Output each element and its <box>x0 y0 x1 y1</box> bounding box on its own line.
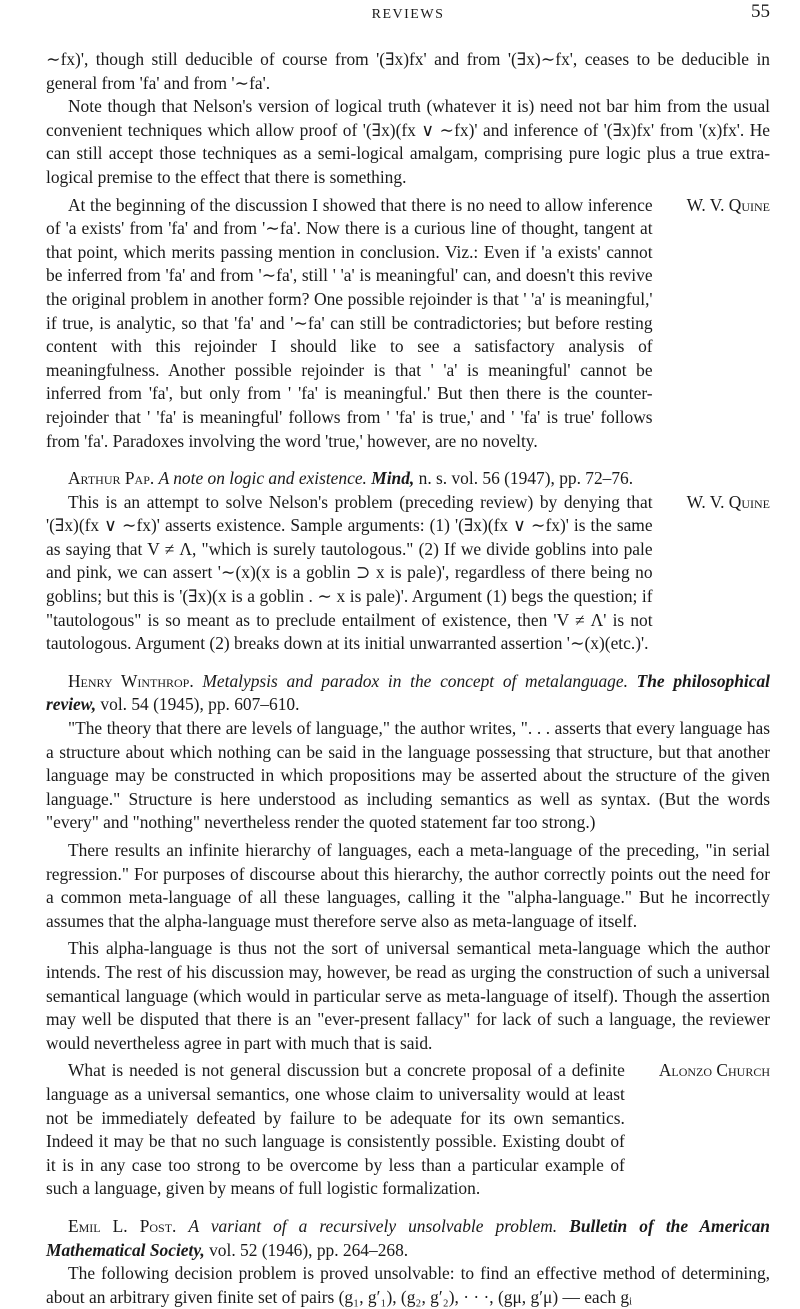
reviewed-author: Henry Winthrop. <box>68 670 194 691</box>
review-post <box>46 1215 770 1309</box>
paragraph: "The theory that there are levels of language," the author writes, ". . . asserts that every language has a structure about which nothing can be said in the language possessing that structure, but that another language may be constructed in which propositions may be asserted about the structure of the given language." Structure is here understood as including semantics as well as syntax. (But the words "every" and "nothing" nevertheless render the quoted statement far too strong.) <box>46 718 770 833</box>
journal-name: Mind, <box>371 468 415 489</box>
reviewer-signature: W. V. Quine <box>686 194 770 215</box>
review-body <box>46 491 770 656</box>
paragraph: There results an infinite hierarchy of languages, each a meta-language of the preceding, "in serial regression." For purposes of discourse about this hierarchy, the author correctly points out the need for a common meta-language of all these languages, calling it the "alpha-language." But he incorrectly assumes that the alpha-language must therefore serve also as meta-language of itself. <box>46 840 770 931</box>
paragraph: Note though that Nelson's version of logical truth (whatever it is) need not bar him from the usual convenient techniques which allow proof of '(∃x)(fx ∨ ∼fx)' and inference of '(∃x)fx' from '(x)fx'. He can still accept those techniques as a semi-logical amalgam, comprising pure logic plus a true extra-logical premise to the effect that there is something. <box>46 96 770 187</box>
reviewer-signature: Alonzo Church <box>658 1060 770 1081</box>
paragraph: This is an attempt to solve Nelson's problem (preceding review) by denying that '(∃x)(fx ∨ ∼fx)' asserts existence. Sample arguments: (1) '(∃x)(fx ∨ ∼fx)' is the same as saying that V ≠ Λ, "which is surely tautologous." (2) If we divide goblins into pale and pink, we can assert '∼(x)(x is a goblin ⊃ x is pale)', regardless of there being no goblins; but this is '(∃x)(x is a goblin . ∼ x is pale)'. Argument (1) begs the question; if "tautologous" is so meant as to preclude entailment of existence, then 'V ≠ Λ' is not tautologous. Argument (2) breaks down at its initial unwarranted assertion '∼(x)(etc.)'. <box>46 491 653 654</box>
citation-details: n. s. vol. 56 (1947), pp. 72–76. <box>418 468 634 489</box>
running-head: REVIEWS <box>371 7 445 22</box>
review-nelson-continued <box>46 48 770 453</box>
page-header <box>46 0 770 22</box>
review-citation <box>46 670 770 717</box>
paragraph: This alpha-language is thus not the sort of universal semantical meta-language which the author intends. The rest of his discussion may, however, be read as urging the construction of such a universal semantical language (which would in particular serve as meta-language of itself). Though the assertion may well be disputed that there is an "ever-present fallacy" for lack of such a language, the reviewer would nevertheless agree in part with much that is said. <box>46 938 770 1053</box>
review-citation <box>46 1215 770 1262</box>
paragraph: ∼fx)', though still deducible of course from '(∃x)fx' and from '(∃x)∼fx', ceases to be deducible in general from 'fa' and from '∼fa'. <box>46 49 770 93</box>
review-winthrop <box>46 670 770 1201</box>
reviewed-title: A note on logic and existence. <box>158 468 367 489</box>
review-citation <box>46 467 770 491</box>
paragraph: The following decision problem is proved unsolvable: to find an effective method of determining, about an arbitrary given finite set of pairs (g₁, g′₁), (g₂, g′₂), · · ·, (gμ, g′μ) — each gᵢ <box>46 1263 770 1307</box>
reviewed-author: Arthur Pap. <box>68 468 155 489</box>
reviewer-signature: W. V. Quine <box>686 491 770 512</box>
page-number: 55 <box>751 1 770 22</box>
journal-name: Bulletin of the American Mathematical Society, <box>46 1215 770 1260</box>
reviewed-title: Metalypsis and paradox in the concept of metalanguage. <box>202 670 628 691</box>
reviewed-title: A variant of a recursively unsolvable problem. <box>188 1215 558 1236</box>
closing-paragraph <box>46 1059 770 1201</box>
paragraph: What is needed is not general discussion but a concrete proposal of a definite language as a universal semantics, one whose claim to universality would at least not be immediately defeated by failure to be adequate for its own semantics. Indeed it may be that no such language is consistently possible. Existing doubt of it is in any case too strong to be overcome by less than a particular example of such a language, given by means of full logistic formalization. <box>46 1060 625 1199</box>
reviewed-author: Emil L. Post. <box>68 1215 177 1236</box>
journal-name: The philosophical review, <box>46 670 770 715</box>
review-pap <box>46 467 770 656</box>
citation-details: vol. 52 (1946), pp. 264–268. <box>209 1239 409 1260</box>
citation-details: vol. 54 (1945), pp. 607–610. <box>100 694 300 715</box>
paragraph: At the beginning of the discussion I showed that there is no need to allow inference of 'a exists' from 'fa' and from '∼fa'. Now there is a curious line of thought, tangent at that point, which merits passing mention in conclusion. Viz.: Even if 'a exists' cannot be inferred from 'fa' and from '∼fa', still ' 'a' is meaningful' can, and doesn't this revive the original problem in another form? One possible rejoinder is that ' 'a' is meaningful,' if true, is analytic, so that 'fa' and '∼fa' can still be contradictories; but before resting content with this rejoinder I should like to see a satisfactory analysis of meaningfulness. Another possible rejoinder is that ' 'a' is meaningful' cannot be inferred from 'fa', but only from ' 'fa' is meaningful.' But then there is the counter-rejoinder that ' 'fa' is meaningful' follows from ' 'fa' is true,' and ' 'fa' is true' follows from 'fa'. Paradoxes involving the word 'true,' however, are no novelty. <box>46 194 653 451</box>
closing-paragraph <box>46 194 770 454</box>
